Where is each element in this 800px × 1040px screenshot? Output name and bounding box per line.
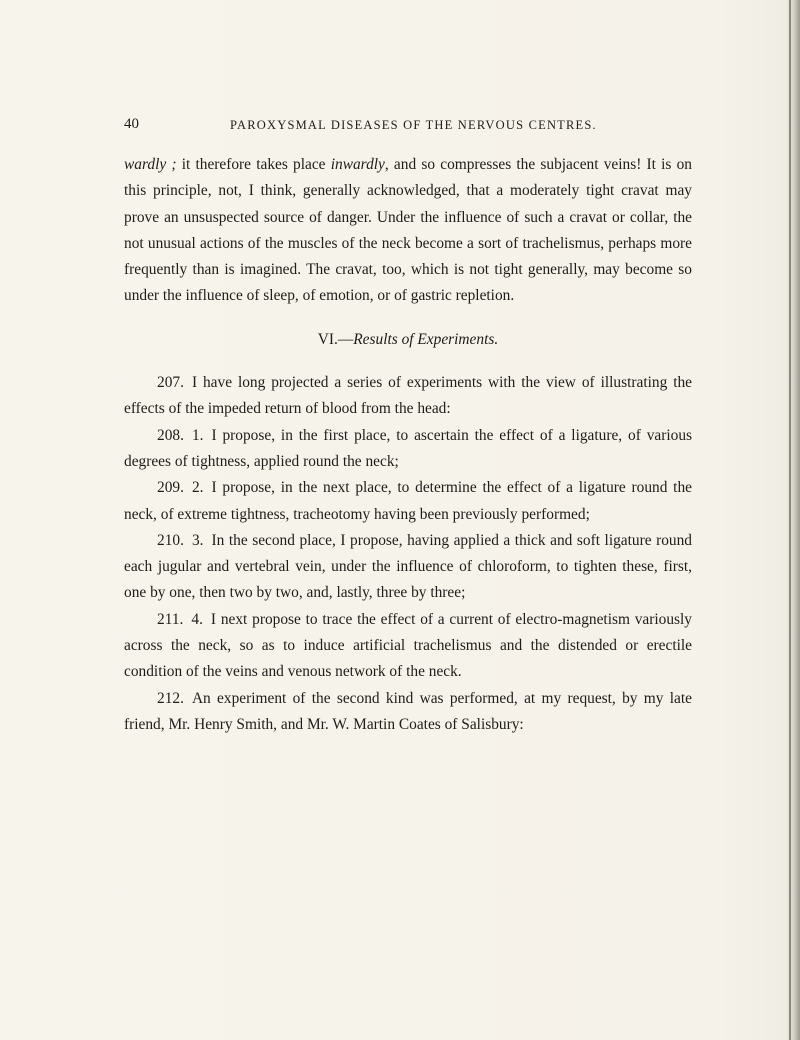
paragraph-212 (124, 686, 692, 739)
page-number: 40 (124, 116, 139, 132)
section-heading (124, 327, 692, 353)
paragraph-209 (124, 475, 692, 528)
paragraph-subnumber: 3. (191, 531, 204, 549)
paragraph-207 (124, 370, 692, 423)
paragraph-text: I have long projected a series of experiments with the view of illustrating the effects of the impeded return of blood from the head: (124, 374, 692, 418)
paragraph-text: I propose, in the first place, to ascertain the effect of a ligature, of various degrees of tightness, applied round the neck; (124, 426, 692, 470)
paragraph-number: 209. (157, 479, 184, 497)
section-roman: VI.— (317, 330, 354, 348)
paragraph-211 (124, 607, 692, 686)
intro-paragraph (124, 152, 692, 310)
paragraph-subnumber: 2. (191, 479, 204, 497)
page-edge-line (789, 0, 791, 1040)
paragraph-text: An experiment of the second kind was performed, at my request, by my late friend, Mr. Henry Smith, and Mr. W. Martin Coates of Salisbury: (124, 689, 692, 733)
paragraph-number: 208. (157, 426, 184, 444)
paragraph-subnumber: 1. (191, 426, 204, 444)
intro-text-a: it therefore takes place (176, 156, 331, 173)
paragraph-210 (124, 528, 692, 607)
paragraph-text: I next propose to trace the effect of a current of electro-magnetism variously across the neck, so as to induce artificial trachelismus and the distended or erectile condition of the veins and venous network of the neck. (124, 610, 692, 681)
intro-text-b: , and so compresses the subjacent veins! It is on this principle, not, I think, generally acknowledged, that a moderately tight cravat may prove an unsuspected source of danger. Under the influence of such a cravat or collar, the not unusual actions of the muscles of the neck become a sort of trachelismus, perhaps more frequently than is imagined. The cravat, too, which is not tight generally, may become so under the influence of sleep, of emotion, or of gastric repletion. (124, 156, 692, 305)
paragraph-text: In the second place, I propose, having applied a thick and soft ligature round each jugular and vertebral vein, under the influence of chloroform, to tighten these, first, one by one, then two by two, and, lastly, three by three; (124, 531, 692, 602)
section-title: Results of Experiments. (353, 330, 499, 348)
running-head: PAROXYSMAL DISEASES OF THE NERVOUS CENTRES. (230, 118, 597, 132)
paragraph-number: 207. (157, 374, 184, 392)
body-text (124, 152, 692, 738)
page-header (124, 116, 692, 138)
paragraph-subnumber: 4. (191, 610, 203, 628)
paragraph-208 (124, 423, 692, 476)
intro-italic-mid: inwardly (330, 156, 385, 173)
paragraph-number: 210. (157, 531, 184, 549)
paragraph-number: 212. (157, 689, 184, 707)
paragraph-text: I propose, in the next place, to determine the effect of a ligature round the neck, of extreme tightness, tracheotomy having been previously performed; (124, 479, 692, 523)
intro-italic-start: wardly ; (124, 156, 177, 173)
paragraph-number: 211. (157, 610, 184, 628)
